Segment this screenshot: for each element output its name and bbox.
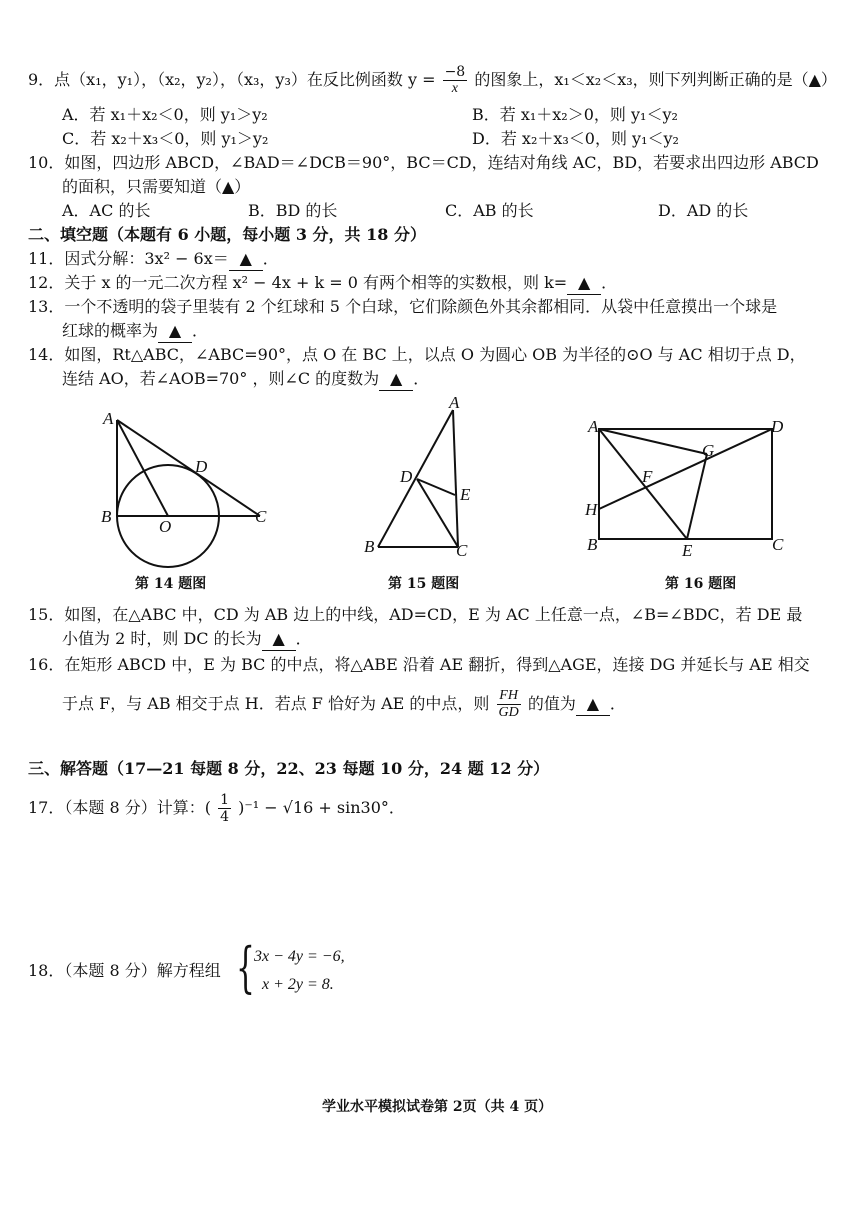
q11-blank: ▲ <box>229 248 263 271</box>
q11-end: ． <box>262 249 279 268</box>
q16-line2 <box>62 688 626 721</box>
q16-blank: ▲ <box>576 693 610 716</box>
q10-line1: 10．如图，四边形 ABCD，∠BAD＝∠DCB＝90°，BC＝CD，连结对角线 AC，BD，若要求出四边形 ABCD <box>28 153 819 172</box>
fig16-label-e: E <box>682 541 693 560</box>
q11-text: 11．因式分解：3x² − 6x＝ <box>28 249 229 268</box>
q9-stem <box>28 64 837 97</box>
q17-lead: 17．（本题 8 分）计算：( <box>28 798 211 817</box>
q12-text: 12．关于 x 的一元二次方程 x² − 4x + k = 0 有两个相等的实数根，则 k= <box>28 273 568 292</box>
q10-option-c: C．AB 的长 <box>445 201 534 220</box>
fig14-label-c: C <box>255 507 267 526</box>
q16-text: 于点 F，与 AB 相交于点 H．若点 F 恰好为 AE 的中点，则 <box>62 694 490 713</box>
q10-option-b: B．BD 的长 <box>248 201 338 220</box>
q9-frac-den: x <box>451 81 458 96</box>
q15-end: ． <box>295 629 312 648</box>
figure-16 <box>582 412 797 560</box>
q14-text: 连结 AO，若∠AOB=70° ，则∠C 的度数为 <box>62 369 380 388</box>
fig15-segment-cd <box>417 479 458 547</box>
section3-heading: 三、解答题（17—21 每题 8 分，22、23 每题 10 分，24 题 12 分） <box>28 759 550 778</box>
fig15-label-b: B <box>364 537 375 556</box>
q16-end: ． <box>609 694 626 713</box>
fig14-label-d: D <box>195 457 208 476</box>
q15-blank: ▲ <box>262 628 296 651</box>
q16-fraction <box>497 688 521 721</box>
q18-eq1: 3x − 4y = −6, <box>254 948 345 965</box>
q18-brace: { <box>236 936 255 999</box>
q10-option-a: A．AC 的长 <box>62 201 151 220</box>
q17-fraction <box>218 792 231 825</box>
q10-line2: 的面积，只需要知道（▲） <box>62 177 251 196</box>
fig16-label-h: H <box>585 500 598 519</box>
fig15-label-c: C <box>456 541 468 560</box>
q16-frac-den: GD <box>498 705 519 720</box>
q17-frac-den: 4 <box>220 809 229 825</box>
figure-15 <box>360 392 490 564</box>
q17 <box>28 792 405 825</box>
caption-fig15: 第 15 题图 <box>388 576 460 592</box>
fig15-label-d: D <box>400 467 413 486</box>
fig15-segment-ac <box>453 410 458 547</box>
fig14-segment-ao <box>117 420 168 516</box>
fig16-label-b: B <box>587 535 598 554</box>
q14-blank: ▲ <box>379 368 413 391</box>
q16-frac-num: FH <box>497 688 521 705</box>
q13-line2 <box>62 320 208 343</box>
q13-text: 红球的概率为 <box>62 321 159 340</box>
q9-option-a: A．若 x₁＋x₂＜0，则 y₁＞y₂ <box>62 105 268 124</box>
fig14-label-b: B <box>101 507 112 526</box>
q9-lead: 9．点（x₁，y₁），（x₂，y₂），（x₃，y₃）在反比例函数 y = <box>28 70 436 89</box>
fig14-label-o: O <box>159 517 172 536</box>
q14-end: ． <box>413 369 430 388</box>
q14-line2 <box>62 368 429 391</box>
q9-tail: 的图象上，x₁＜x₂＜x₃，则下列判断正确的是（▲） <box>474 70 837 89</box>
q11 <box>28 248 279 271</box>
fig16-label-c: C <box>772 535 784 554</box>
fig16-label-g: G <box>702 441 715 460</box>
q9-option-c: C．若 x₂＋x₃＜0，则 y₁＞y₂ <box>62 129 269 148</box>
q17-frac-num: 1 <box>220 792 229 808</box>
page-footer: 学业水平模拟试卷第 2页（共 4 页） <box>322 1099 553 1115</box>
q17-tail: )⁻¹ − √16 + sin30°． <box>238 798 405 817</box>
fig16-rectangle <box>599 429 772 539</box>
figure-14 <box>95 400 285 570</box>
caption-fig14: 第 14 题图 <box>135 576 207 592</box>
q9-option-d: D．若 x₂＋x₃＜0，则 y₁＜y₂ <box>472 129 679 148</box>
q12-end: ． <box>601 273 618 292</box>
fig14-segment-ac <box>117 420 260 516</box>
q12-blank: ▲ <box>567 272 601 295</box>
fig16-label-a: A <box>588 417 599 436</box>
q14-line1: 14．如图，Rt△ABC，∠ABC=90°，点 O 在 BC 上，以点 O 为圆心 OB 为半径的⊙O 与 AC 相切于点 D， <box>28 345 806 364</box>
q16-line1: 16．在矩形 ABCD 中，E 为 BC 的中点，将△ABE 沿着 AE 翻折，得到△AGE，连接 DG 并延长与 AE 相交 <box>28 655 810 674</box>
fig14-label-a: A <box>103 409 114 428</box>
q18-lead: 18．（本题 8 分）解方程组 <box>28 961 221 980</box>
q13-end: ． <box>192 321 209 340</box>
q18-eq2: x + 2y = 8. <box>262 976 334 993</box>
fig15-label-e: E <box>460 485 471 504</box>
q13-line1: 13．一个不透明的袋子里装有 2 个红球和 5 个白球，它们除颜色外其余都相同．从袋中任意摸出一个球是 <box>28 297 778 316</box>
fig16-segment-dh <box>599 429 772 509</box>
q15-text: 小值为 2 时，则 DC 的长为 <box>62 629 262 648</box>
q9-fraction <box>443 64 468 97</box>
fig16-label-d: D <box>771 417 784 436</box>
q15-line2 <box>62 628 312 651</box>
q13-blank: ▲ <box>158 320 192 343</box>
q16-tail: 的值为 <box>527 694 576 713</box>
section2-heading: 二、填空题（本题有 6 小题，每小题 3 分，共 18 分） <box>28 225 426 244</box>
fig15-label-a: A <box>449 393 460 412</box>
fig16-label-f: F <box>642 467 653 486</box>
caption-fig16: 第 16 题图 <box>665 576 737 592</box>
q9-frac-num: −8 <box>444 64 466 80</box>
q10-option-d: D．AD 的长 <box>658 201 749 220</box>
q15-line1: 15．如图，在△ABC 中，CD 为 AB 边上的中线，AD=CD，E 为 AC 上任意一点，∠B=∠BDC，若 DE 最 <box>28 605 803 624</box>
q12 <box>28 272 617 295</box>
fig15-segment-ab <box>378 410 453 547</box>
q9-option-b: B．若 x₁＋x₂＞0，则 y₁＜y₂ <box>472 105 678 124</box>
